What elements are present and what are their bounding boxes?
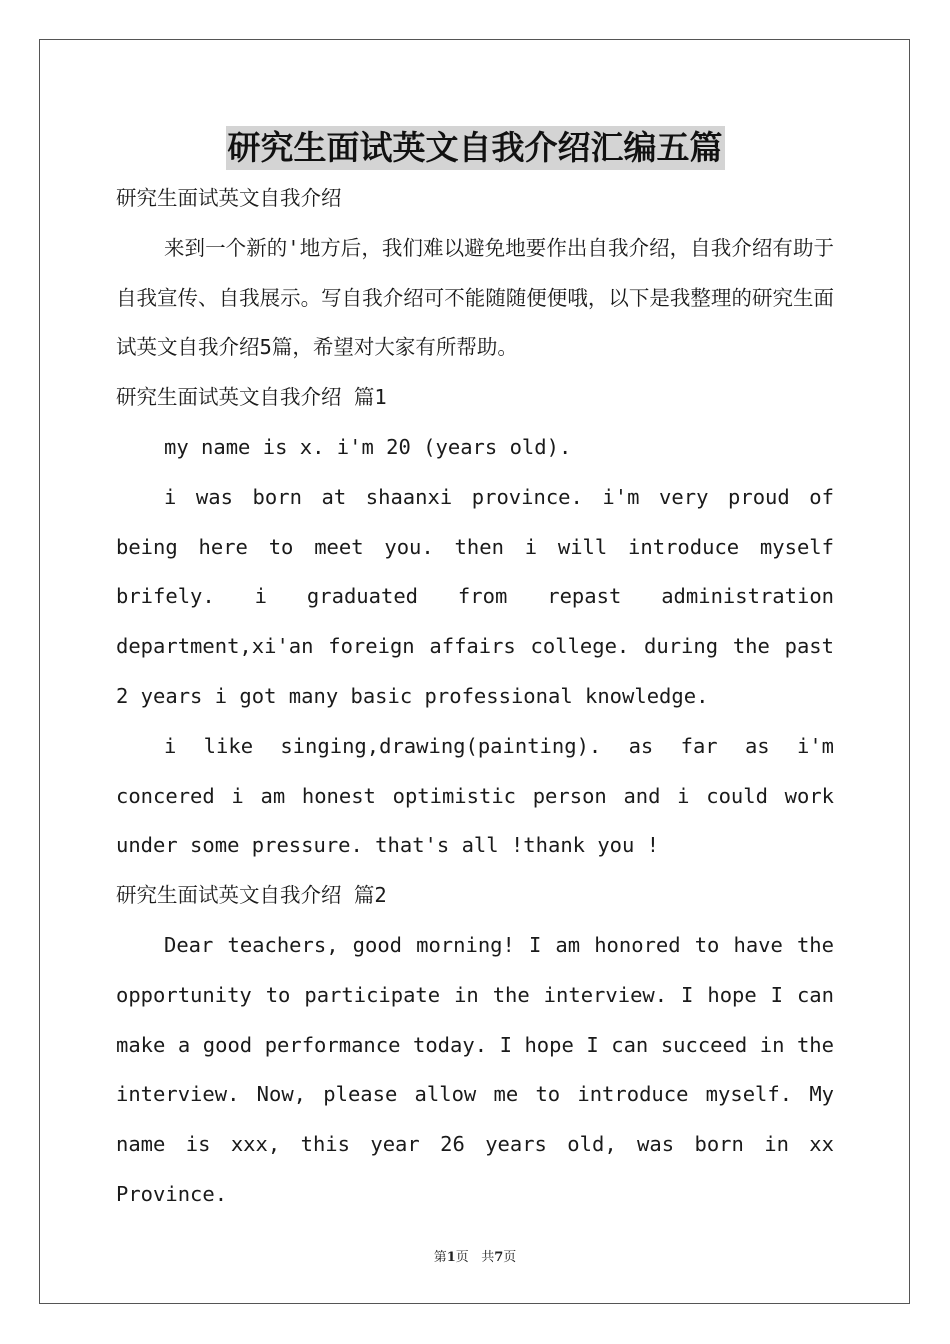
section-heading: 研究生面试英文自我介绍 (116, 186, 342, 210)
body-paragraph: Dear teachers, good morning! I am honored to have the opportunity to participate in the interview. I hope I can make a good performance today. I hope I can succeed in the interview. Now, please allow me to introduce myself. My name is xxx, this year 26 years old, was born in xx Province. (116, 932, 834, 1206)
body-paragraph: i was born at shaanxi province. i'm very proud of being here to meet you. then i will introduce myself brifely. i graduated from repast administration department,xi'an foreign affairs college. during the past 2 years i got many basic professional knowledge. (116, 484, 834, 708)
body-paragraph: 来到一个新的'地方后，我们难以避免地要作出自我介绍，自我介绍有助于自我宣传、自我展示。写自我介绍可不能随随便便哦，以下是我整理的研究生面试英文自我介绍5篇，希望对大家有所帮助。 (116, 235, 834, 360)
section-heading: 研究生面试英文自我介绍 篇1 (116, 385, 387, 410)
total-prefix: 共 (481, 1250, 495, 1265)
body-paragraph: my name is x. i'm 20 (years old). (164, 434, 572, 459)
document-body (116, 174, 834, 1220)
page-suffix: 页 (455, 1250, 469, 1265)
page-footer (0, 1246, 950, 1265)
body-paragraph: i like singing,drawing(painting). as far as i'm concered i am honest optimistic person and i could work under some pressure. that's all !thank you ! (116, 733, 834, 858)
document-title: 研究生面试英文自我介绍汇编五篇 (226, 126, 725, 170)
page-total: 7 (494, 1250, 504, 1265)
page-current: 1 (446, 1250, 456, 1265)
title-container (0, 126, 950, 170)
page-prefix: 第 (433, 1250, 447, 1265)
total-suffix: 页 (503, 1250, 517, 1265)
section-heading: 研究生面试英文自我介绍 篇2 (116, 883, 387, 908)
